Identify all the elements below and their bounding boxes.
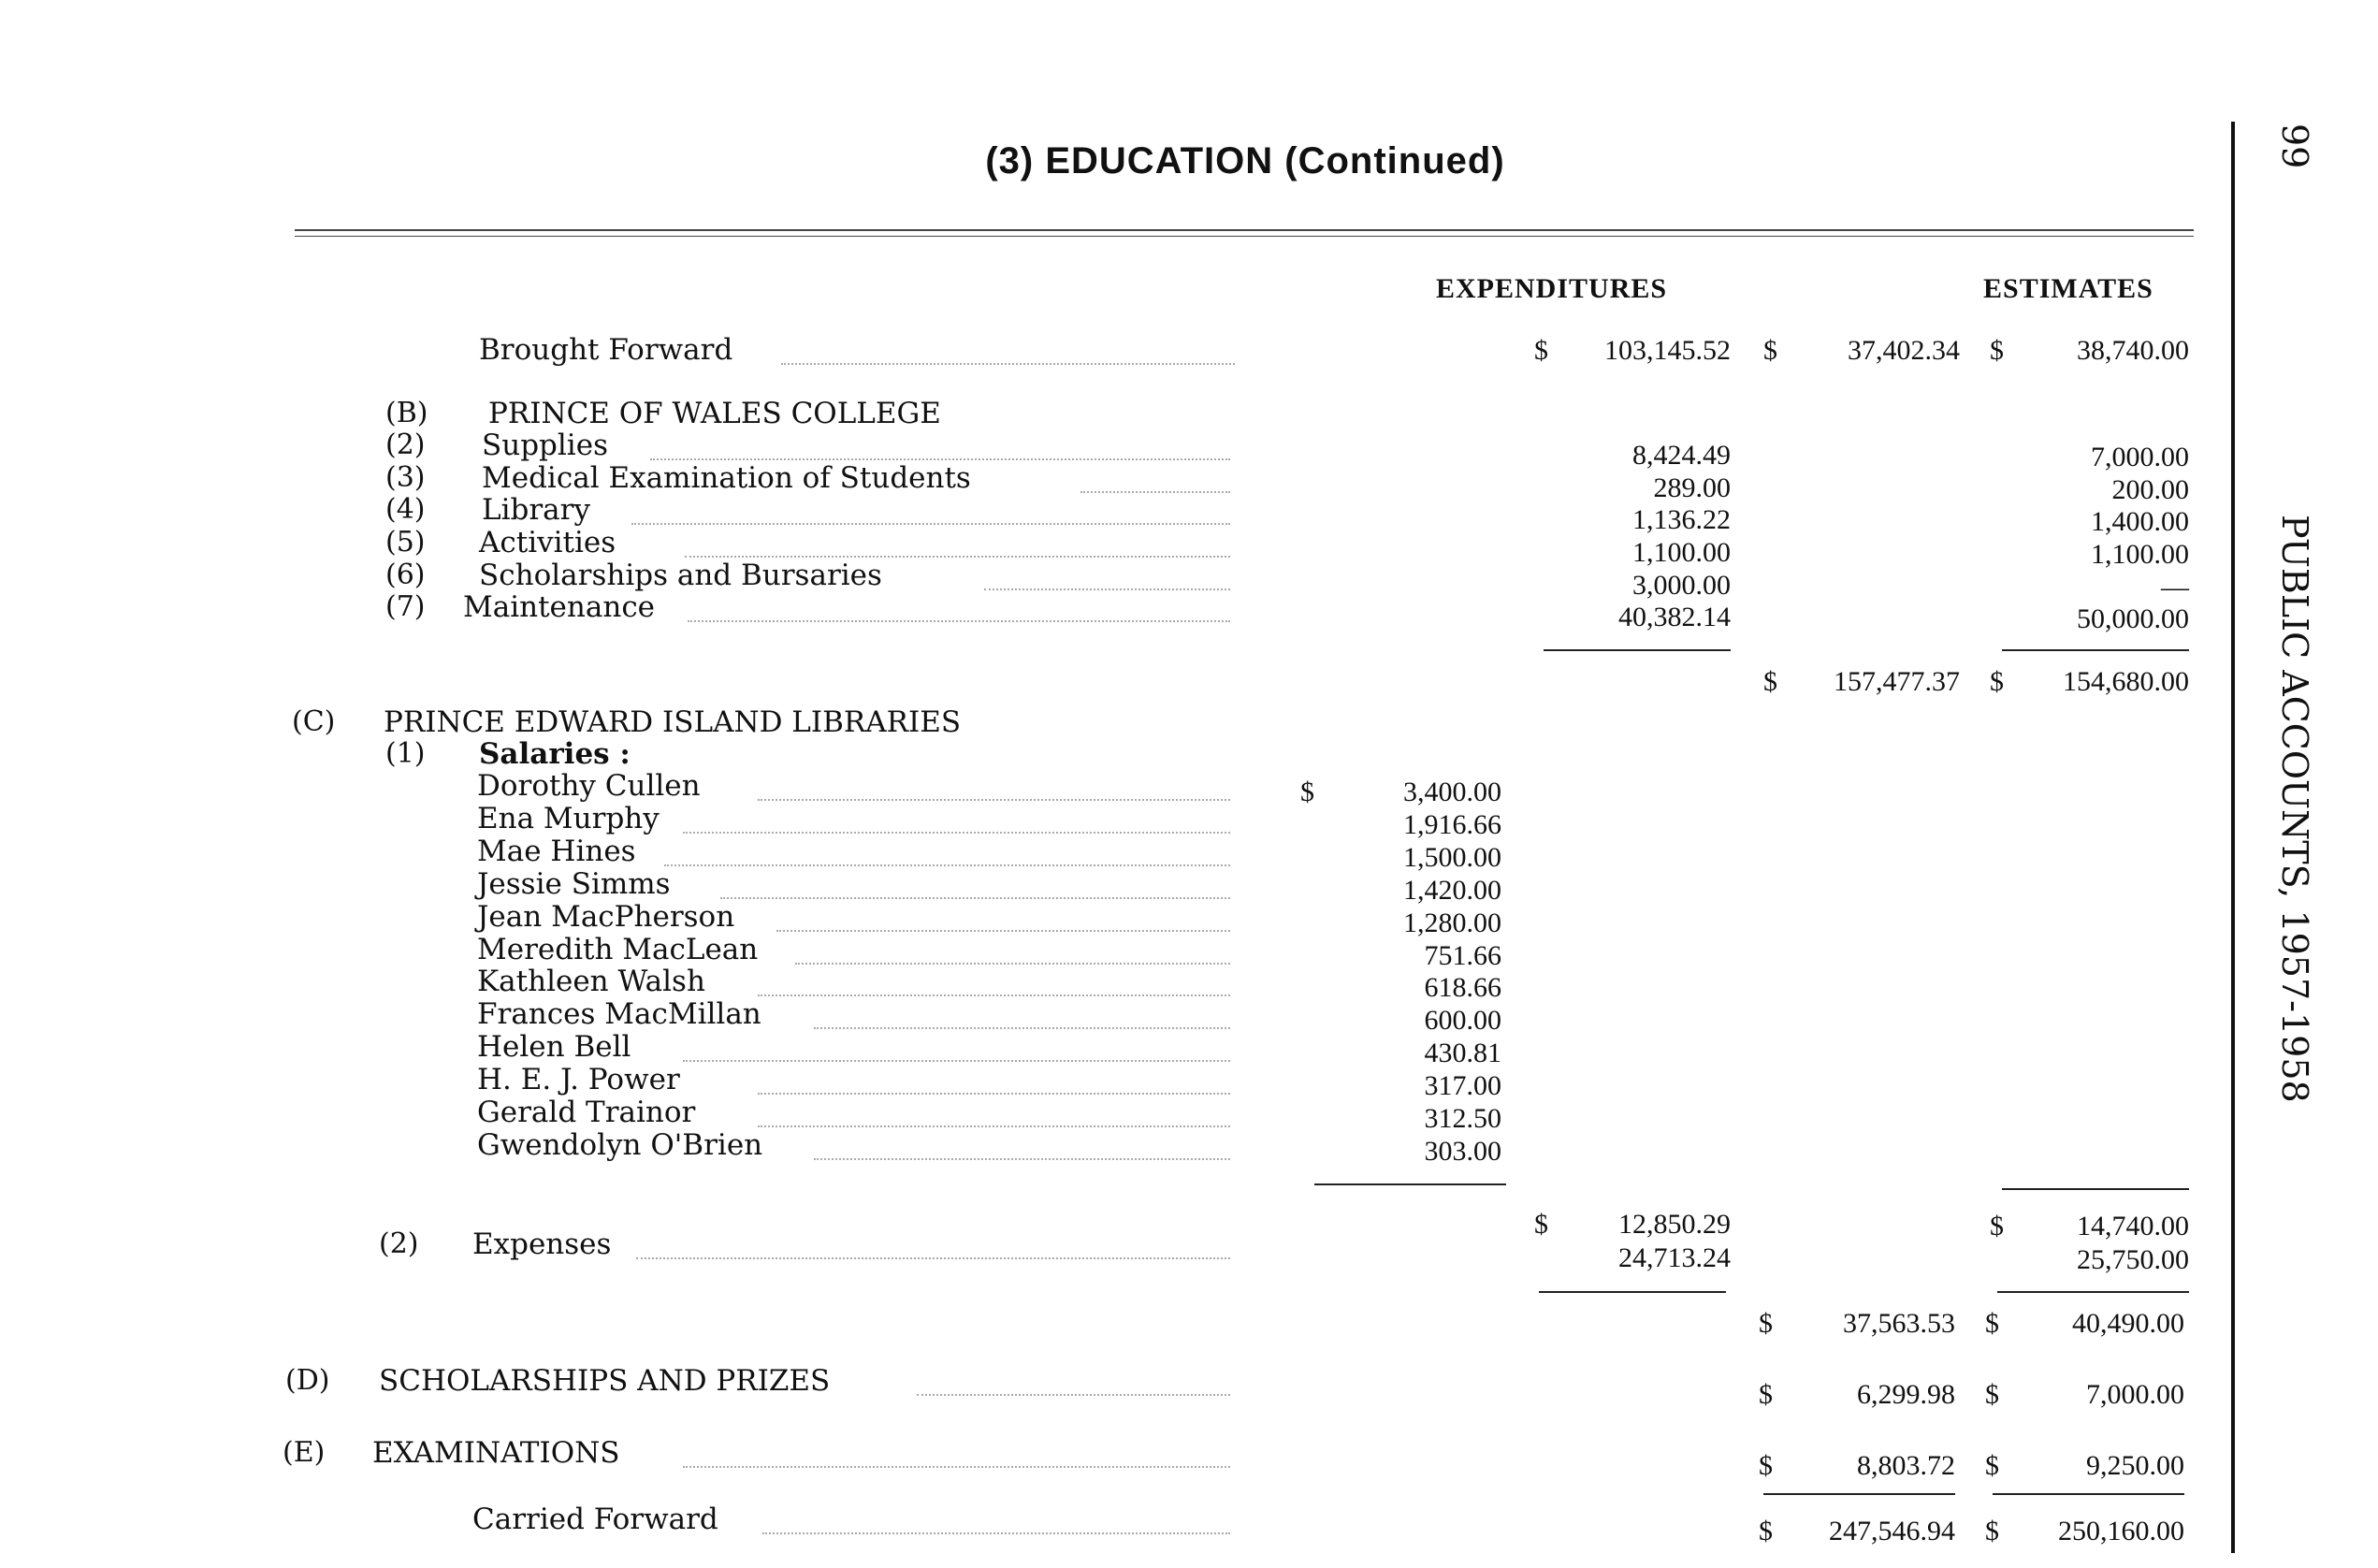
subtotal-rule bbox=[1997, 1291, 2189, 1293]
item-estimate: 200.00 bbox=[2111, 474, 2189, 505]
dollar-sign: $ bbox=[1985, 1450, 1999, 1481]
dot-leader bbox=[758, 1093, 1230, 1095]
item-label: Scholarships and Bursaries bbox=[479, 559, 882, 592]
section-b-total-estimate: 154,680.00 bbox=[2063, 666, 2189, 697]
section-b-total-expenditure: 157,477.37 bbox=[1834, 666, 1960, 697]
salary-amount: 430.81 bbox=[1424, 1038, 1501, 1068]
subtotal-rule bbox=[1539, 1291, 1726, 1293]
brought-forward-expenditure-1: 103,145.52 bbox=[1604, 335, 1731, 366]
salary-name: Frances MacMillan bbox=[477, 997, 761, 1031]
dot-leader bbox=[685, 556, 1230, 558]
section-e-estimate: 9,250.00 bbox=[2086, 1450, 2184, 1481]
subtotal-rule bbox=[1314, 1183, 1506, 1185]
section-e-marker: (E) bbox=[283, 1436, 326, 1469]
dot-leader bbox=[758, 995, 1230, 996]
page-title: (3) EDUCATION (Continued) bbox=[985, 140, 1505, 181]
item-number: (7) bbox=[385, 590, 426, 623]
header-rule-top bbox=[295, 229, 2194, 231]
dollar-sign: $ bbox=[1990, 666, 2004, 697]
item-label: Library bbox=[482, 493, 590, 527]
running-head: PUBLIC ACCOUNTS, 1957-1958 bbox=[2274, 515, 2315, 1103]
brought-forward-expenditure-2: 37,402.34 bbox=[1848, 335, 1960, 366]
dollar-sign: $ bbox=[1759, 1450, 1773, 1481]
dollar-sign: $ bbox=[1534, 335, 1548, 366]
dot-leader bbox=[664, 864, 1230, 866]
salary-amount: 303.00 bbox=[1424, 1136, 1501, 1167]
dot-leader bbox=[758, 1125, 1230, 1127]
subtotal-rule bbox=[1544, 649, 1731, 651]
salaries-label: Salaries : bbox=[479, 737, 631, 771]
item-number: (5) bbox=[385, 526, 426, 559]
salary-amount: 3,400.00 bbox=[1403, 777, 1501, 807]
column-heading-expenditures: EXPENDITURES bbox=[1436, 273, 1668, 304]
dollar-sign: $ bbox=[1763, 335, 1777, 366]
salaries-total-expenditure: 12,850.29 bbox=[1618, 1209, 1731, 1240]
dollar-sign: $ bbox=[1985, 1308, 1999, 1339]
salary-amount: 600.00 bbox=[1424, 1005, 1501, 1036]
page-number: 99 bbox=[2274, 123, 2315, 169]
dot-leader bbox=[762, 1532, 1230, 1534]
header-rule-bottom bbox=[295, 236, 2194, 237]
dot-leader bbox=[781, 363, 1235, 365]
section-e-expenditure: 8,803.72 bbox=[1857, 1450, 1955, 1481]
salaries-number: (1) bbox=[385, 737, 426, 770]
item-number: (4) bbox=[385, 493, 426, 526]
item-label: Supplies bbox=[482, 428, 608, 462]
dot-leader bbox=[758, 799, 1230, 801]
section-d-heading: SCHOLARSHIPS AND PRIZES bbox=[379, 1364, 831, 1398]
salary-amount: 618.66 bbox=[1424, 972, 1501, 1003]
subtotal-rule bbox=[2002, 1188, 2189, 1190]
salary-name: Jessie Simms bbox=[477, 867, 671, 901]
salary-amount: 317.00 bbox=[1424, 1070, 1501, 1101]
dollar-sign: $ bbox=[1759, 1308, 1773, 1339]
dot-leader bbox=[1080, 491, 1230, 493]
salary-name: Jean MacPherson bbox=[477, 900, 735, 934]
salary-amount: 1,916.66 bbox=[1403, 809, 1501, 840]
item-number: (3) bbox=[385, 461, 426, 494]
carried-forward-estimate: 250,160.00 bbox=[2058, 1516, 2184, 1546]
dot-leader bbox=[683, 832, 1230, 834]
section-e-heading: EXAMINATIONS bbox=[372, 1436, 620, 1470]
dot-leader bbox=[683, 1060, 1230, 1062]
item-expenditure: 289.00 bbox=[1653, 472, 1731, 503]
dollar-sign: $ bbox=[1534, 1209, 1548, 1240]
dot-leader bbox=[814, 1027, 1230, 1029]
section-b-heading: PRINCE OF WALES COLLEGE bbox=[488, 397, 941, 430]
item-label: Maintenance bbox=[463, 590, 656, 624]
salary-name: Gwendolyn O'Brien bbox=[477, 1128, 763, 1162]
dollar-sign: $ bbox=[1300, 777, 1314, 807]
item-estimate: 7,000.00 bbox=[2091, 442, 2189, 472]
salary-amount: 1,280.00 bbox=[1403, 907, 1501, 938]
salary-name: Helen Bell bbox=[477, 1030, 631, 1064]
salary-name: Gerald Trainor bbox=[477, 1096, 696, 1129]
dollar-sign: $ bbox=[1759, 1379, 1773, 1410]
salary-amount: 1,420.00 bbox=[1403, 875, 1501, 906]
dot-leader bbox=[917, 1394, 1230, 1396]
total-rule bbox=[1763, 1493, 1955, 1495]
salary-amount: 312.50 bbox=[1424, 1103, 1501, 1134]
dollar-sign: $ bbox=[1985, 1379, 1999, 1410]
expenses-estimate: 25,750.00 bbox=[2077, 1244, 2189, 1275]
item-estimate: 50,000.00 bbox=[2077, 603, 2189, 634]
dollar-sign: $ bbox=[1985, 1516, 1999, 1546]
expenses-label: Expenses bbox=[472, 1227, 612, 1261]
item-label: Medical Examination of Students bbox=[482, 461, 971, 495]
section-d-marker: (D) bbox=[285, 1364, 330, 1397]
dot-leader bbox=[688, 620, 1230, 622]
salaries-estimate: 14,740.00 bbox=[2077, 1211, 2189, 1241]
expenses-number: (2) bbox=[379, 1227, 419, 1260]
dot-leader bbox=[776, 930, 1230, 932]
dot-leader bbox=[650, 458, 1230, 460]
salary-name: Dorothy Cullen bbox=[477, 769, 701, 803]
section-c-heading: PRINCE EDWARD ISLAND LIBRARIES bbox=[384, 705, 962, 739]
carried-forward-label: Carried Forward bbox=[472, 1503, 718, 1536]
salary-name: Kathleen Walsh bbox=[477, 965, 705, 998]
item-expenditure: 3,000.00 bbox=[1632, 570, 1731, 601]
dollar-sign: $ bbox=[1759, 1516, 1773, 1546]
margin-rule bbox=[2231, 122, 2235, 1553]
salary-name: H. E. J. Power bbox=[477, 1063, 680, 1096]
item-expenditure: 8,424.49 bbox=[1632, 440, 1731, 471]
section-b-marker: (B) bbox=[385, 397, 428, 429]
salary-name: Meredith MacLean bbox=[477, 933, 759, 966]
brought-forward-label: Brought Forward bbox=[479, 333, 733, 367]
column-heading-estimates: ESTIMATES bbox=[1983, 273, 2153, 304]
section-d-estimate: 7,000.00 bbox=[2086, 1379, 2184, 1410]
brought-forward-estimate: 38,740.00 bbox=[2077, 335, 2189, 366]
total-rule bbox=[1993, 1493, 2184, 1495]
dot-leader bbox=[631, 523, 1230, 525]
carried-forward-expenditure: 247,546.94 bbox=[1829, 1516, 1955, 1546]
item-estimate: 1,400.00 bbox=[2091, 506, 2189, 537]
subtotal-rule bbox=[2002, 649, 2189, 651]
salary-amount: 751.66 bbox=[1424, 940, 1501, 971]
dot-leader bbox=[795, 963, 1230, 965]
item-label: Activities bbox=[479, 526, 616, 559]
dollar-sign: $ bbox=[1990, 335, 2004, 366]
salary-name: Ena Murphy bbox=[477, 802, 660, 835]
expenses-expenditure: 24,713.24 bbox=[1618, 1242, 1731, 1273]
section-c-marker: (C) bbox=[292, 705, 336, 738]
section-c-total-expenditure: 37,563.53 bbox=[1843, 1308, 1955, 1339]
dot-leader bbox=[683, 1466, 1230, 1468]
salary-amount: 1,500.00 bbox=[1403, 842, 1501, 873]
dot-leader bbox=[720, 897, 1230, 899]
dot-leader bbox=[814, 1158, 1230, 1160]
item-expenditure: 1,136.22 bbox=[1632, 504, 1731, 535]
section-c-total-estimate: 40,490.00 bbox=[2072, 1308, 2184, 1339]
dot-leader bbox=[636, 1257, 1230, 1259]
item-number: (6) bbox=[385, 559, 426, 591]
salary-name: Mae Hines bbox=[477, 835, 636, 868]
dollar-sign: $ bbox=[1990, 1211, 2004, 1241]
item-number: (2) bbox=[385, 428, 426, 461]
item-estimate: 1,100.00 bbox=[2091, 539, 2189, 570]
dollar-sign: $ bbox=[1763, 666, 1777, 697]
item-expenditure: 1,100.00 bbox=[1632, 537, 1731, 568]
item-expenditure: 40,382.14 bbox=[1618, 602, 1731, 632]
dot-leader bbox=[984, 588, 1230, 590]
item-estimate: — bbox=[2161, 572, 2189, 603]
section-d-expenditure: 6,299.98 bbox=[1857, 1379, 1955, 1410]
